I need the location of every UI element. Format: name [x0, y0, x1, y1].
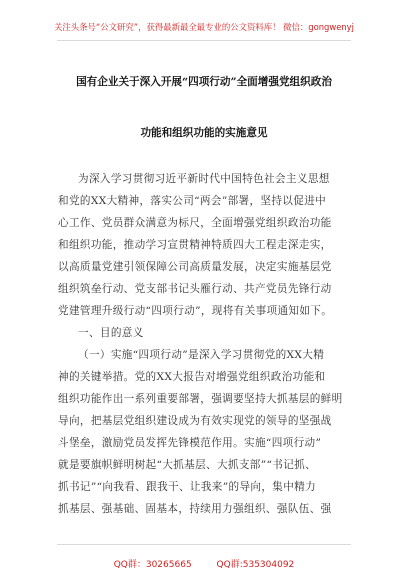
- body-line-3: 心工作、党员群众满意为标尺，全面增强党组织政治功能: [58, 217, 332, 229]
- body-line-10: 神的关键举措。党的XX大报告对增强党组织政治功能和: [58, 371, 326, 383]
- body-line-9: （一）实施“四项行动”是深入学习贯彻党的XX大精: [78, 349, 325, 361]
- document-title-line-1: 国有企业关于深入开展“四项行动”全面增强党组织政治: [76, 76, 332, 88]
- body-line-15: 抓书记”“向我看、跟我干、让我来”的导向，集中精力: [58, 481, 317, 493]
- body-line-5: 以高质量党建引领保障公司高质量发展，决定实施基层党: [58, 261, 332, 273]
- body-line-12: 导向，把基层党组织建设成为有效实现党的领导的坚强战: [58, 415, 332, 427]
- footer: [0, 557, 408, 570]
- footer-qq-group-1: QQ群：30265665: [113, 560, 192, 570]
- footer-divider: [57, 544, 351, 545]
- document-title-line-2: 功能和组织功能的实施意见: [140, 127, 268, 139]
- header-banner: 关注头条号“公文研究”，获得最新最全最专业的公文资料库！ 微信：gongwenyj: [54, 22, 354, 32]
- body-line-1: 为深入学习贯彻习近平新时代中国特色社会主义思想: [78, 173, 330, 185]
- footer-qq-group-2: QQ群:535304092: [216, 560, 295, 570]
- body-line-13: 斗堡垒，激励党员发挥先锋模范作用。实施“四项行动”: [58, 437, 322, 449]
- body-line-7: 党建管理升级行动“四项行动”，现将有关事项通知如下。: [58, 305, 333, 317]
- body-line-11: 组织功能作出一系列重要部署，强调要坚持大抓基层的鲜明: [58, 393, 343, 405]
- body-line-4: 和组织功能，推动学习宣贯精神特质四大工程走深走实，: [58, 239, 332, 251]
- body-line-6: 组织筑垒行动、党支部书记头雁行动、共产党员先锋行动: [58, 283, 332, 295]
- body-line-14: 就是要旗帜鲜明树起“大抓基层、大抓支部”“书记抓、: [58, 459, 317, 471]
- body-line-16: 抓基层、强基础、固基本，持续用力强组织、强队伍、强: [58, 503, 332, 515]
- section-heading: 一、目的意义: [78, 327, 144, 339]
- header-divider: [57, 40, 351, 41]
- body-line-2: 和党的XX大精神，落实公司“两会”部署，坚持以促进中: [58, 195, 327, 207]
